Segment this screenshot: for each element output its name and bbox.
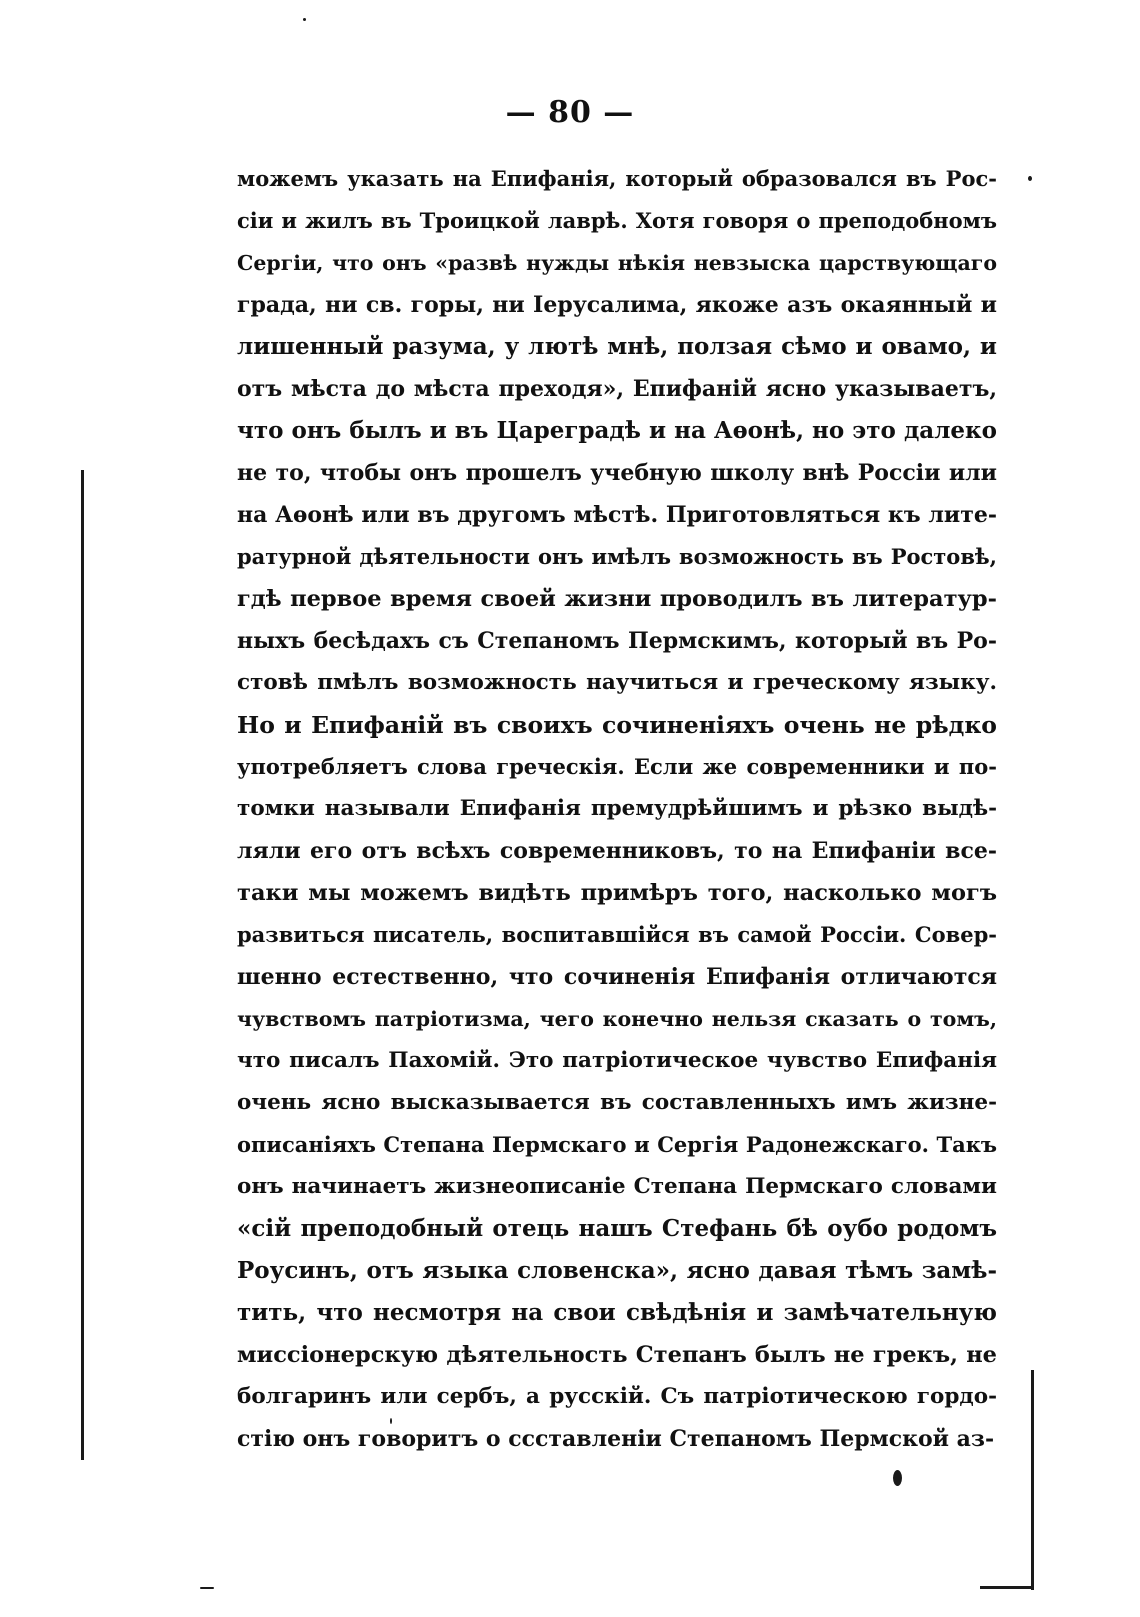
text-line: тить, что несмотря на свои свѣдѣнія и замѣчательную bbox=[237, 1299, 997, 1326]
text-line: употребляетъ слова греческія. Если же современники и по- bbox=[237, 754, 997, 779]
ink-speck bbox=[390, 1418, 392, 1424]
body-text bbox=[237, 158, 997, 1460]
text-line: не то, чтобы онъ прошелъ учебную школу внѣ Россіи или bbox=[237, 460, 997, 486]
ink-speck bbox=[200, 1587, 214, 1589]
text-line: стовѣ пмѣлъ возможность научиться и греческому языку. bbox=[237, 670, 997, 695]
text-line: гдѣ первое время своей жизни проводилъ въ литератур- bbox=[237, 586, 997, 612]
text-line: можемъ указать на Епифанія, который образовался въ Рос- bbox=[237, 166, 997, 191]
ink-speck bbox=[893, 1470, 902, 1486]
text-line: развиться писатель, воспитавшійся въ самой Россіи. Совер- bbox=[237, 922, 997, 947]
text-line: чувствомъ патріотизма, чего конечно нельзя сказать о томъ, bbox=[237, 1007, 997, 1031]
text-line: шенно естественно, что сочиненія Епифанія отличаются bbox=[237, 964, 997, 990]
text-line: стію онъ говоритъ о ссставленіи Степаномъ Пермской аз- bbox=[237, 1426, 995, 1452]
text-line: отъ мѣста до мѣста преходя», Епифаній ясно указываетъ, bbox=[237, 376, 997, 402]
text-line: что онъ былъ и въ Цареградѣ и на Аѳонѣ, но это далеко bbox=[237, 417, 997, 444]
text-line: «сій преподобный отець нашъ Стефань бѣ оубо родомъ bbox=[237, 1215, 997, 1242]
text-line: что писалъ Пахомій. Это патріотическое чувство Епифанія bbox=[237, 1048, 997, 1073]
text-line: Но и Епифаній въ своихъ сочиненіяхъ очень не рѣдко bbox=[237, 711, 997, 739]
text-line: лишенный разума, у лютѣ мнѣ, ползая сѣмо и овамо, и bbox=[237, 333, 997, 360]
ink-speck bbox=[1028, 176, 1032, 181]
text-line: онъ начинаетъ жизнеописаніе Степана Пермскаго словами bbox=[237, 1174, 997, 1199]
text-line: сіи и жилъ въ Троицкой лаврѣ. Хотя говоря о преподобномъ bbox=[237, 208, 997, 233]
scan-edge-bottom bbox=[980, 1586, 1034, 1589]
text-line: миссіонерскую дѣятельность Степанъ былъ не грекъ, не bbox=[237, 1342, 997, 1368]
text-line: Сергіи, что онъ «развѣ нужды нѣкія невзыска царствующаго bbox=[237, 251, 997, 275]
text-line: болгаринъ или сербъ, а русскій. Съ патріотическою гордо- bbox=[237, 1384, 997, 1409]
page-number: — 80 — bbox=[505, 95, 635, 130]
text-line: на Аѳонѣ или въ другомъ мѣстѣ. Приготовляться къ лите- bbox=[237, 502, 997, 528]
text-line: ратурной дѣятельности онъ имѣлъ возможность въ Ростовѣ, bbox=[237, 544, 997, 569]
ink-speck bbox=[303, 18, 306, 21]
text-line: томки называли Епифанія премудрѣйшимъ и рѣзко выдѣ- bbox=[237, 796, 997, 821]
text-line: Роусинъ, отъ языка словенска», ясно давая тѣмъ замѣ- bbox=[237, 1257, 997, 1284]
scan-edge-left bbox=[81, 470, 84, 1460]
text-line: очень ясно высказывается въ составленныхъ имъ жизне- bbox=[237, 1090, 997, 1115]
text-line: ляли его отъ всѣхъ современниковъ, то на Епифаніи все- bbox=[237, 838, 997, 864]
text-line: описаніяхъ Степана Пермскаго и Сергія Радонежскаго. Такъ bbox=[237, 1132, 997, 1157]
text-line: таки мы можемъ видѣть примѣръ того, насколько могъ bbox=[237, 880, 997, 906]
text-line: ныхъ бесѣдахъ съ Степаномъ Пермскимъ, который въ Ро- bbox=[237, 628, 997, 654]
scan-edge-right bbox=[1031, 1370, 1034, 1590]
text-line: града, ни св. горы, ни Іерусалима, якоже азъ окаянный и bbox=[237, 292, 997, 318]
